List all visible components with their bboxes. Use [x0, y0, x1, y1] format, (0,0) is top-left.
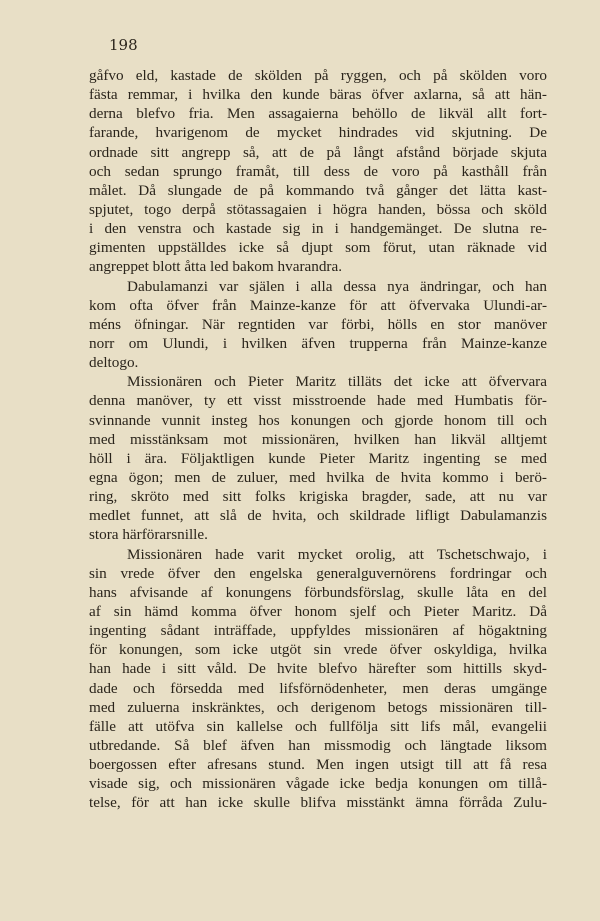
text-line: dade och försedda med lifsförnödenheter, men deras umgänge: [89, 679, 547, 697]
text-line: fästa remmar, i hvilka den kunde bäras öfver axlarna, så att hän-: [89, 86, 547, 104]
text-line: kom ofta öfver från Mainze-kanze för att öfvervaka Ulundi-ar-: [89, 296, 547, 314]
text-line: gåfvo eld, kastade de skölden på ryggen, och på skölden voro: [89, 67, 547, 84]
text-line: Dabulamanzi var själen i alla dessa nya ändringar, och han: [127, 277, 547, 295]
text-line: utbredande. Så blef äfven han missmodig och längtade liksom: [89, 736, 547, 754]
text-line: medlet funnet, att slå de hvita, och skildrade lifligt Dabulamanzis: [89, 507, 547, 525]
text-line: af sin hämd komma öfver honom sjelf och Pieter Maritz. Då: [89, 602, 547, 620]
text-line: sin vrede öfver den engelska generalguvernörens fordringar och: [89, 564, 547, 582]
text-line: derna blefvo fria. Men assagaierna behöllo de likväl allt fort-: [89, 105, 547, 123]
text-line: med zuluerna inskränktes, och derigenom betogs missionären till-: [89, 698, 547, 716]
text-line: Missionären hade varit mycket orolig, att Tschetschwajo, i: [127, 545, 547, 563]
text-line: angreppet blott åtta led bakom hvarandra.: [89, 258, 343, 276]
text-line: med misstänksam mot missionären, hvilken han likväl alltjemt: [89, 430, 547, 448]
text-line: telse, för att han icke skulle blifva misstänkt ämna förråda Zulu-: [89, 794, 547, 812]
text-line: méns öfningar. När regntiden var förbi, hölls en stor manöver: [89, 315, 547, 333]
text-line: ordnade sitt angrepp så, att de på långt afstånd började skjuta: [89, 143, 547, 161]
body-text: [89, 66, 547, 812]
text-line: han hade i sitt våld. De hvite blefvo härefter som hittills skyd-: [89, 660, 547, 678]
text-line: visade sig, och missionären vågade icke bedja konungen om tillå-: [89, 775, 547, 793]
text-line: höll i ära. Följaktligen kunde Pieter Maritz ingenting se med: [89, 449, 547, 467]
text-line: svinnande vunnit insteg hos konungen och gjorde honom till och: [89, 411, 547, 429]
text-line: stora härförarsnille.: [89, 526, 208, 544]
page-number: 198: [109, 36, 138, 54]
text-line: gimenten uppställdes icke så djupt som förut, utan räknade vid: [89, 239, 547, 257]
text-line: ingenting sådant inträffade, uppfyldes missionären af högaktning: [89, 622, 547, 640]
text-line: i den venstra och kastade sig in i handgemänget. De slutna re-: [89, 220, 547, 238]
text-line: för konungen, som icke utgöt sin vrede öfver oskyldiga, hvilka: [89, 641, 547, 659]
text-line: och sedan sprungo framåt, till dess de voro på kasthåll från: [89, 162, 547, 180]
text-line: hans afvisande af konungens förbundsförslag, skulle låta en del: [89, 583, 547, 601]
text-line: ring, skröto med sitt folks krigiska bragder, sade, att nu var: [89, 488, 547, 506]
text-line: deltogo.: [89, 354, 139, 372]
text-line: boergossen efter afresans stund. Men ingen utsigt till att få resa: [89, 756, 547, 774]
text-line: målet. Då slungade de på kommando två gånger det lätta kast-: [89, 181, 547, 199]
text-line: spjutet, togo derpå stötassagaien i högra handen, bössa och sköld: [89, 200, 547, 218]
text-line: denna manöver, ty ett visst misstroende hade med Humbatis för-: [89, 392, 547, 410]
text-line: Missionären och Pieter Maritz tilläts det icke att öfvervara: [127, 373, 547, 391]
text-line: farande, hvarigenom de mycket hindrades vid skjutning. De: [89, 124, 547, 142]
text-line: egna ögon; men de zuluer, med hvilka de hvita kommo i berö-: [89, 468, 547, 486]
text-line: norr om Ulundi, i hvilken äfven trupperna från Mainze-kanze: [89, 334, 547, 352]
text-line: fälle att utöfva sin kallelse och fullfölja sitt lifs mål, evangelii: [89, 717, 547, 735]
